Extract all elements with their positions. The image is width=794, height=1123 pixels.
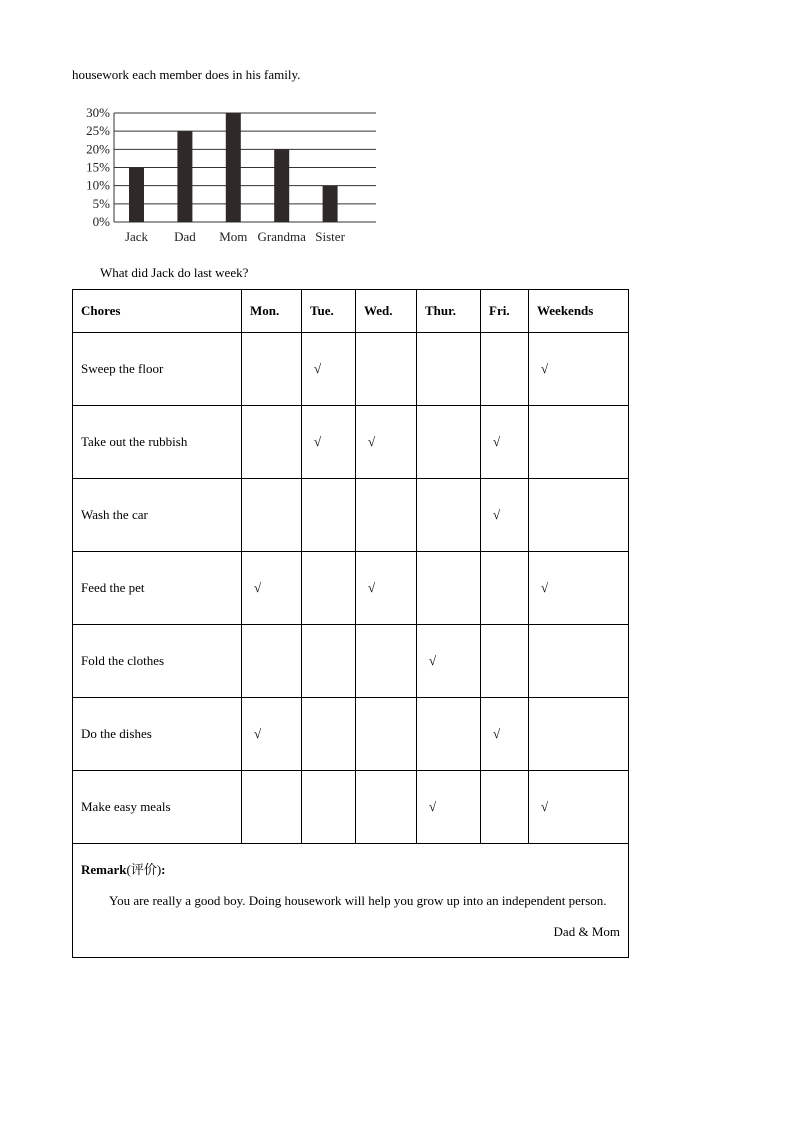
check-cell: [481, 771, 529, 844]
y-tick-label: 20%: [86, 141, 110, 157]
check-cell: [529, 406, 629, 479]
check-cell: [302, 479, 356, 552]
check-cell: √: [529, 771, 629, 844]
remark-signature: Dad & Mom: [553, 924, 620, 939]
table-row: [73, 698, 629, 771]
check-cell: √: [242, 552, 302, 625]
check-cell: √: [302, 406, 356, 479]
table-row: [73, 625, 629, 698]
check-cell: [417, 552, 481, 625]
remark-cell: [73, 844, 629, 958]
check-cell: [356, 698, 417, 771]
header-wed: Wed.: [356, 290, 417, 333]
check-cell: [529, 625, 629, 698]
chores-table: [72, 289, 629, 958]
check-cell: √: [481, 406, 529, 479]
chore-name: Take out the rubbish: [73, 406, 242, 479]
x-tick-label: Sister: [315, 229, 345, 244]
header-tue: Tue.: [302, 290, 356, 333]
check-cell: √: [356, 406, 417, 479]
check-cell: [356, 625, 417, 698]
check-cell: [242, 333, 302, 406]
table-row: [73, 333, 629, 406]
check-cell: [481, 333, 529, 406]
chore-name: Fold the clothes: [73, 625, 242, 698]
remark-label: Remark: [81, 862, 127, 877]
table-row: [73, 406, 629, 479]
remark-text: You are really a good boy. Doing housework will help you grow up into an independent person.: [109, 893, 607, 908]
bar: [226, 113, 241, 222]
check-cell: √: [242, 698, 302, 771]
chore-name: Sweep the floor: [73, 333, 242, 406]
table-header-row: [73, 290, 629, 333]
y-tick-label: 30%: [86, 105, 110, 120]
y-tick-label: 25%: [86, 123, 110, 139]
check-cell: √: [417, 625, 481, 698]
check-cell: [417, 406, 481, 479]
check-cell: √: [481, 479, 529, 552]
intro-text: housework each member does in his family.: [72, 67, 301, 82]
x-tick-label: Dad: [174, 229, 196, 244]
check-cell: √: [529, 333, 629, 406]
chore-name: Do the dishes: [73, 698, 242, 771]
check-cell: [242, 479, 302, 552]
remark-heading: [81, 854, 620, 885]
check-cell: [302, 698, 356, 771]
chore-name: Make easy meals: [73, 771, 242, 844]
remark-colon: :: [161, 862, 166, 877]
check-cell: [302, 771, 356, 844]
check-cell: [529, 479, 629, 552]
bar: [129, 168, 144, 223]
header-weekends: Weekends: [529, 290, 629, 333]
check-cell: [242, 406, 302, 479]
bar: [177, 131, 192, 222]
header-chores: Chores: [73, 290, 242, 333]
bar: [274, 149, 289, 222]
chore-name: Feed the pet: [73, 552, 242, 625]
check-cell: √: [417, 771, 481, 844]
check-cell: [481, 552, 529, 625]
header-thur: Thur.: [417, 290, 481, 333]
check-cell: √: [529, 552, 629, 625]
check-cell: [356, 333, 417, 406]
check-cell: [242, 625, 302, 698]
x-tick-label: Grandma: [257, 229, 306, 244]
check-cell: [302, 625, 356, 698]
check-cell: [356, 479, 417, 552]
y-tick-label: 15%: [86, 159, 110, 175]
remark-row: [73, 844, 629, 958]
check-cell: [417, 698, 481, 771]
housework-bar-chart: [74, 100, 384, 250]
check-cell: √: [302, 333, 356, 406]
y-tick-label: 0%: [92, 214, 110, 229]
bar: [323, 186, 338, 222]
chore-name: Wash the car: [73, 479, 242, 552]
check-cell: [481, 625, 529, 698]
y-tick-label: 5%: [92, 195, 110, 211]
check-cell: [242, 771, 302, 844]
table-row: [73, 552, 629, 625]
x-tick-label: Mom: [219, 229, 248, 244]
table-row: [73, 771, 629, 844]
y-tick-label: 10%: [86, 177, 110, 193]
x-tick-label: Jack: [124, 229, 149, 244]
header-fri: Fri.: [481, 290, 529, 333]
check-cell: [417, 479, 481, 552]
check-cell: [356, 771, 417, 844]
check-cell: √: [356, 552, 417, 625]
remark-label-cn: (评价): [126, 862, 162, 877]
check-cell: [417, 333, 481, 406]
header-mon: Mon.: [242, 290, 302, 333]
question-text: What did Jack do last week?: [100, 265, 249, 280]
check-cell: √: [481, 698, 529, 771]
check-cell: [529, 698, 629, 771]
table-row: [73, 479, 629, 552]
check-cell: [302, 552, 356, 625]
